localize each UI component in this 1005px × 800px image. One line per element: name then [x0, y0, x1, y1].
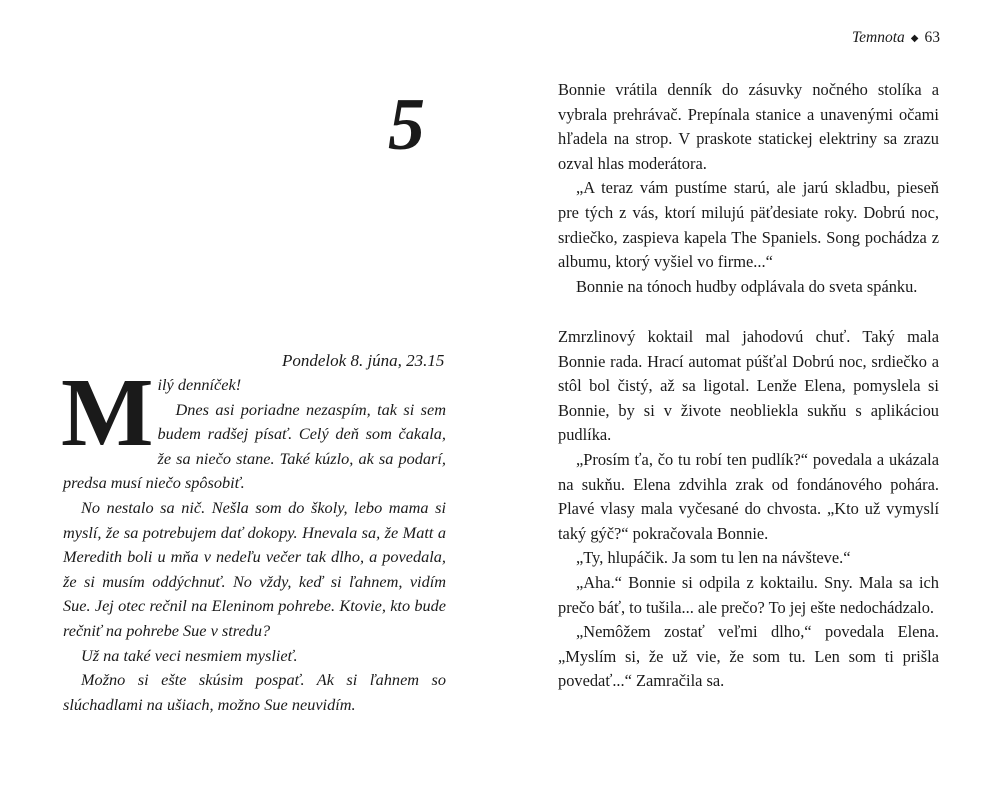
- diary-paragraph: ilý denníček!: [157, 375, 242, 394]
- page-number: 63: [924, 29, 940, 46]
- right-page: [502, 0, 1005, 800]
- body-paragraph: „Ty, hlupáčik. Ja som tu len na návšteve.“: [576, 548, 851, 568]
- running-head-title: Temnota: [851, 29, 905, 46]
- diary-paragraph: No nestalo sa nič. Nešla som do školy, lebo mama si myslí, že sa potrebujem dať dokopy. Hnevala sa, že Matt a Meredith boli u mňa v nedeľu večer tak dlho, a povedala, že si musím oddýchnuť. No vždy, keď si ľahnem, vidím Sue. Jej otec rečnil na Eleninom pohrebe. Ktovie, kto bude rečniť na pohrebe Sue v stredu?: [63, 497, 446, 640]
- diary-paragraph: Dnes asi poriadne nezaspím, tak si sem budem radšej písať. Celý deň som čakala, že sa niečo stane. Také kúzlo, ak sa podarí, predsa musí niečo spôsobiť.: [63, 399, 446, 493]
- drop-cap: M: [61, 359, 152, 467]
- body-paragraph: „Aha.“ Bonnie si odpila z koktailu. Sny. Mala sa ich prečo báť, to tušila... ale prečo? To jej ešte nedochádzalo.: [558, 572, 939, 617]
- text-block-2: [558, 325, 939, 694]
- diamond-separator-icon: ◆: [910, 33, 919, 44]
- body-paragraph: „Nemôžem zostať veľmi dlho,“ povedala Elena. „Myslím si, že už vie, že som tu. Len som ti prišla povedať...“ Zamračila sa.: [558, 622, 939, 691]
- diary-paragraph: Už na také veci nesmiem myslieť.: [81, 645, 298, 665]
- running-head: [848, 29, 940, 47]
- diary-paragraph: Možno si ešte skúsim pospať. Ak si ľahnem so slúchadlami na ušiach, možno Sue neuvidím.: [63, 670, 446, 714]
- body-paragraph: Bonnie na tónoch hudby odplávala do sveta spánku.: [576, 276, 918, 296]
- body-paragraph: Bonnie vrátila denník do zásuvky nočného stolíka a vybrala prehrávač. Prepínala stanice a unavenými očami hľadela na strop. V praskote statickej elektriny sa zrazu ozval hlas moderátora.: [558, 80, 939, 173]
- chapter-number: 5: [388, 84, 423, 166]
- body-paragraph: Zmrzlinový koktail mal jahodovú chuť. Taký mala Bonnie rada. Hrací automat púšťal Dobrú noc, srdiečko a stôl bol čistý, až sa ligotal. Lenže Elena, pomyslela si Bonnie, by si v živote neobliekla sukňu s aplikáciou pudlíka.: [558, 327, 939, 445]
- text-block-1: [558, 78, 939, 299]
- body-paragraph: „A teraz vám pustíme starú, ale jarú skladbu, pieseň pre tých z vás, ktorí milujú päťdesiate roky. Dobrú noc, srdiečko, zaspieva kapela The Spaniels. Song pochádza z albumu, ktorý vyšiel vo firme...“: [558, 178, 939, 272]
- body-paragraph: „Prosím ťa, čo tu robí ten pudlík?“ povedala a ukázala na sukňu. Elena zdvihla zrak od fondánového pohára. Plavé vlasy mala vyčesané do chvosta. „Kto už vymyslí taký gýč?“ pokračovala Bonnie.: [558, 449, 939, 543]
- left-page: [0, 0, 502, 800]
- diary-dateline: Pondelok 8. júna, 23.15: [282, 351, 445, 370]
